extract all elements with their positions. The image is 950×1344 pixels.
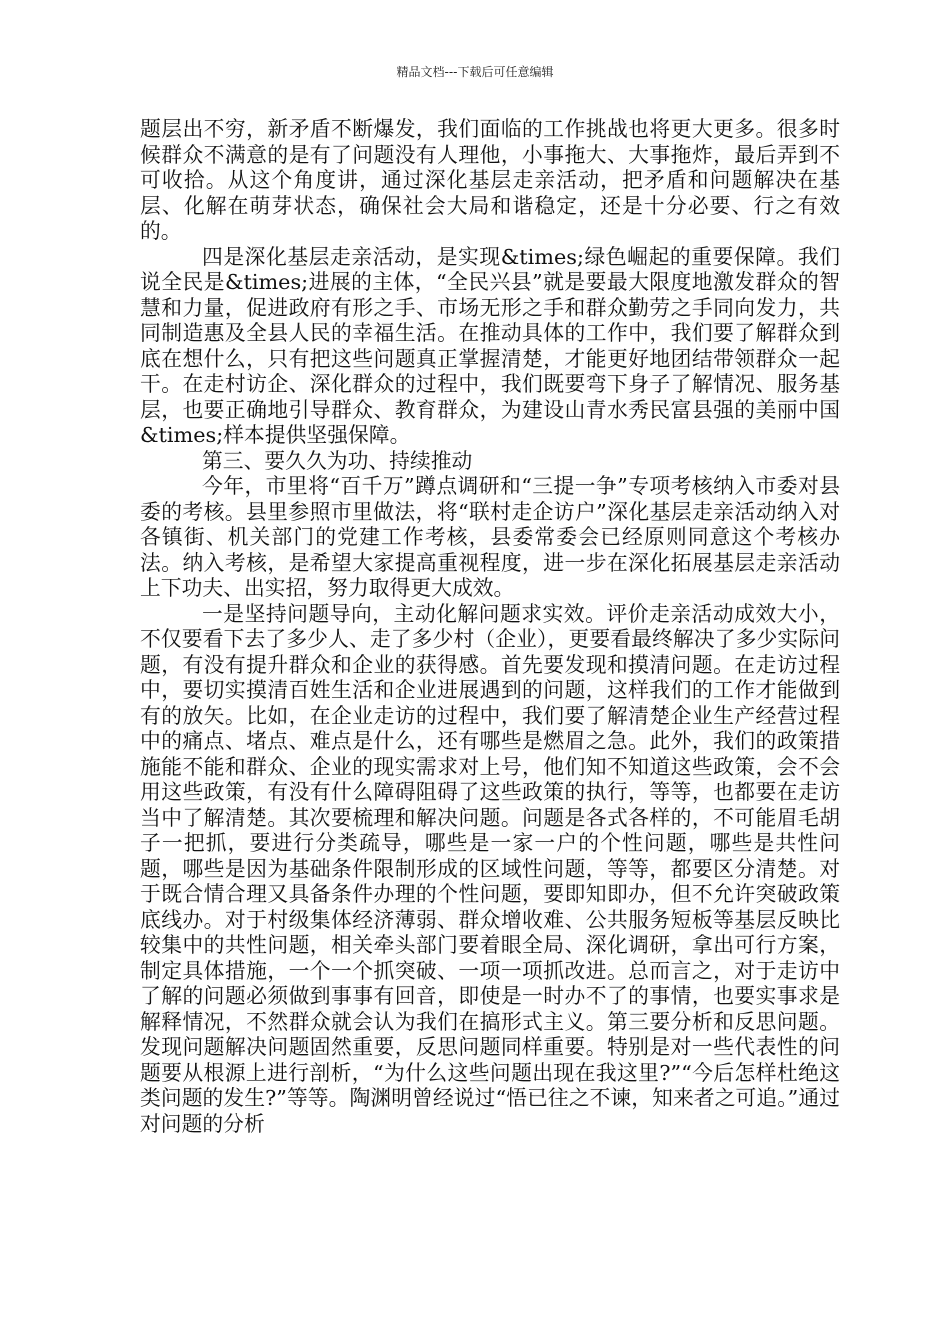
paragraph-4: 一是坚持问题导向，主动化解问题求实效。评价走亲活动成效大小，不仅要看下去了多少人、走了多少村（企业），更要看最终解决了多少实际问题，有没有提升群众和企业的获得感。首先要发现和摸清问题。在走访过程中，要切实摸清百姓生活和企业进展遇到的问题，这样我们的工作才能做到有的放矢。比如，在企业走访的过程中，我们要了解清楚企业生产经营过程中的痛点、堵点、难点是什么，还有哪些是燃眉之急。此外，我们的政策措施能不能和群众、企业的现实需求对上号，他们知不知道这些政策，会不会用这些政策，有没有什么障碍阻碍了这些政策的执行，等等，也都要在走访当中了解清楚。其次要梳理和解决问题。问题是各式各样的，不可能眉毛胡子一把抓，要进行分类疏导，哪些是一家一户的个性问题，哪些是共性问题，哪些是因为基础条件限制形成的区域性问题，等等，都要区分清楚。对于既合情合理又具备条件办理的个性问题，要即知即办，但不允许突破政策底线办。对于村级集体经济薄弱、群众增收难、公共服务短板等基层反映比较集中的共性问题，相关牵头部门要着眼全局、深化调研，拿出可行方案，制定具体措施，一个一个抓突破、一项一项抓改进。总而言之，对于走访中了解的问题必须做到事事有回音，即使是一时办不了的事情，也要实事求是解释情况，不然群众就会认为我们在搞形式主义。第三要分析和反思问题。发现问题解决问题固然重要，反思问题同样重要。特别是对一些代表性的问题要从根源上进行剖析，“为什么这些问题出现在我这里?”“今后怎样杜绝这类问题的发生?”等等。陶渊明曾经说过“悟已往之不谏，知来者之可追。”通过对问题的分析 — [140, 601, 840, 1136]
section-heading: 第三、要久久为功、持续推动 — [202, 448, 473, 473]
paragraph-2: 四是深化基层走亲活动，是实现&times;绿色崛起的重要保障。我们说全民是&times;进展的主体，“全民兴县”就是要最大限度地激发群众的智慧和力量，促进政府有形之手、市场无形之手和群众勤劳之手同向发力，共同制造惠及全县人民的幸福生活。在推动具体的工作中，我们要了解群众到底在想什么，只有把这些问题真正掌握清楚，才能更好地团结带领群众一起干。在走村访企、深化群众的过程中，我们既要弯下身子了解情况、服务基层，也要正确地引导群众、教育群众，为建设山青水秀民富县强的美丽中国&times;样本提供坚强保障。 — [140, 244, 840, 447]
paragraph-3: 今年，市里将“百千万”蹲点调研和“三提一争”专项考核纳入市委对县委的考核。县里参照市里做法，将“联村走企访户”深化基层走亲活动纳入对各镇街、机关部门的党建工作考核，县委常委会已经原则同意这个考核办法。纳入考核，是希望大家提高重视程度，进一步在深化拓展基层走亲活动上下功夫、出实招，努力取得更大成效。 — [140, 474, 840, 600]
page-header: 精品文档---下载后可任意编辑 — [396, 65, 554, 79]
document-body — [140, 117, 840, 1137]
paragraph-1: 题层出不穷，新矛盾不断爆发，我们面临的工作挑战也将更大更多。很多时候群众不满意的是有了问题没有人理他，小事拖大、大事拖炸，最后弄到不可收拾。从这个角度讲，通过深化基层走亲活动，把矛盾和问题解决在基层、化解在萌芽状态，确保社会大局和谐稳定，还是十分必要、行之有效的。 — [140, 117, 840, 243]
